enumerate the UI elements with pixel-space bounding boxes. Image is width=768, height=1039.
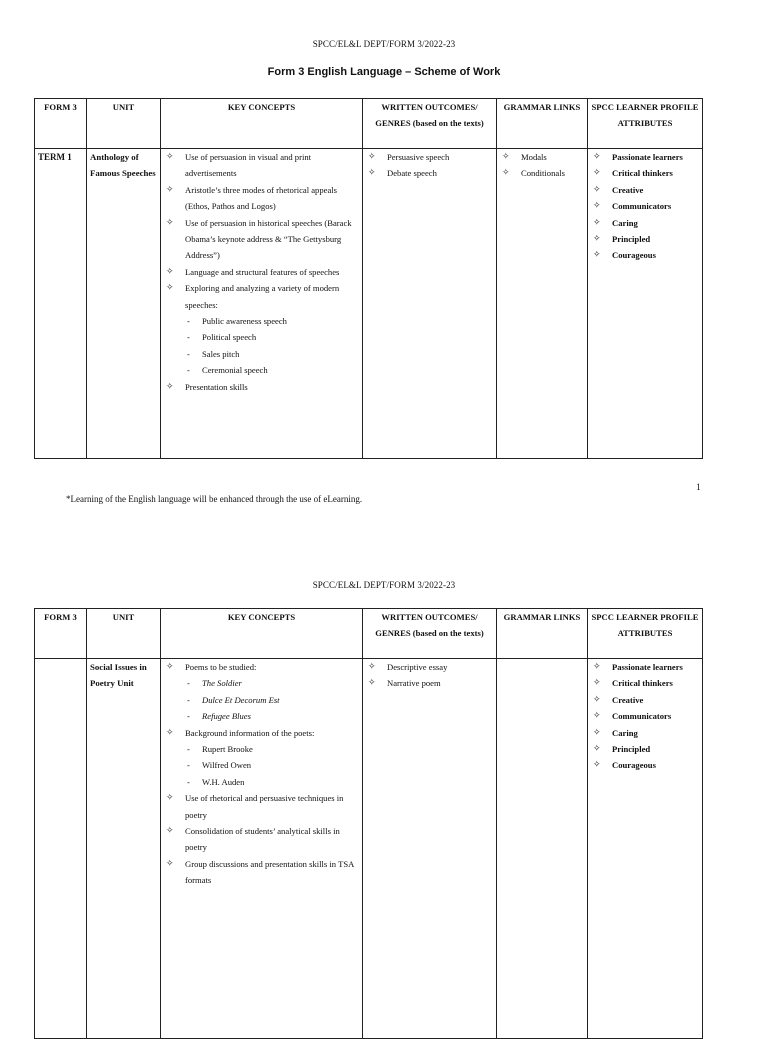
list-item: ✧ Descriptive essay xyxy=(366,659,493,675)
list-item: ✧ Courageous xyxy=(591,757,699,773)
page-header: SPCC/EL&L DEPT/FORM 3/2022-23 xyxy=(312,39,456,49)
col-header-written-outcomes: WRITTEN OUTCOMES/ GENRES (based on the texts) xyxy=(363,609,497,659)
written-outcomes-cell xyxy=(363,659,497,1039)
list-item: ✧ Narrative poem xyxy=(366,675,493,691)
list-item: ✧ Principled xyxy=(591,741,699,757)
learner-profile-cell xyxy=(588,659,703,1039)
list-item: ✧ Passionate learners xyxy=(591,659,699,675)
scheme-table-term1 xyxy=(34,98,703,459)
list-item xyxy=(164,725,359,791)
sub-list-item: - Public awareness speech xyxy=(185,313,359,329)
list-item: ✧ Principled xyxy=(591,231,699,247)
unit-cell: Social Issues in Poetry Unit xyxy=(87,659,161,1039)
list-item: ✧ Language and structural features of speeches xyxy=(164,264,359,280)
grammar-links-cell xyxy=(497,659,588,1039)
list-item: ✧ Consolidation of students’ analytical skills in poetry xyxy=(164,823,359,856)
col-header-learner-profile: SPCC LEARNER PROFILE ATTRIBUTES xyxy=(588,99,703,149)
term-cell: TERM 1 xyxy=(35,149,87,459)
sub-list-item: - W.H. Auden xyxy=(185,774,359,790)
page-title: Form 3 English Language – Scheme of Work xyxy=(267,66,501,78)
col-header-learner-profile: SPCC LEARNER PROFILE ATTRIBUTES xyxy=(588,609,703,659)
term-cell xyxy=(35,659,87,1039)
table-row xyxy=(35,149,703,459)
list-item: ✧ Critical thinkers xyxy=(591,675,699,691)
sub-list-item xyxy=(185,708,359,724)
list-item xyxy=(164,280,359,378)
table-row xyxy=(35,659,703,1039)
page-header: SPCC/EL&L DEPT/FORM 3/2022-23 xyxy=(312,580,456,590)
col-header-form: FORM 3 xyxy=(35,609,87,659)
list-item: ✧ Persuasive speech xyxy=(366,149,493,165)
list-item: ✧ Caring xyxy=(591,215,699,231)
poem-title: The Soldier xyxy=(202,678,242,689)
sub-list-item xyxy=(185,675,359,691)
learner-profile-cell xyxy=(588,149,703,459)
grammar-links-cell xyxy=(497,149,588,459)
table-header-row xyxy=(35,99,703,149)
footnote: *Learning of the English language will be enhanced through the use of eLearning. xyxy=(66,494,363,504)
page-number: 1 xyxy=(696,483,701,493)
list-item-text: Poems to be studied: xyxy=(185,662,257,672)
col-header-key-concepts: KEY CONCEPTS xyxy=(161,609,363,659)
list-item: ✧ Communicators xyxy=(591,198,699,214)
list-item: ✧ Communicators xyxy=(591,708,699,724)
sub-list-item: - Political speech xyxy=(185,329,359,345)
list-item: ✧ Conditionals xyxy=(500,165,584,181)
list-item-text: Exploring and analyzing a variety of modern speeches: xyxy=(185,283,340,310)
col-header-grammar-links: GRAMMAR LINKS xyxy=(497,609,588,659)
poem-title: Refugee Blues xyxy=(202,711,251,722)
list-item: ✧ Courageous xyxy=(591,247,699,263)
list-item: ✧ Aristotle’s three modes of rhetorical appeals (Ethos, Pathos and Logos) xyxy=(164,182,359,215)
key-concepts-cell xyxy=(161,149,363,459)
list-item: ✧ Presentation skills xyxy=(164,379,359,395)
written-outcomes-cell xyxy=(363,149,497,459)
list-item: ✧ Use of persuasion in historical speeches (Barack Obama’s keynote address & “The Gettysburg Address”) xyxy=(164,215,359,264)
list-item xyxy=(164,659,359,725)
col-header-written-outcomes: WRITTEN OUTCOMES/ GENRES (based on the texts) xyxy=(363,99,497,149)
sub-list-item: - Wilfred Owen xyxy=(185,757,359,773)
list-item: ✧ Debate speech xyxy=(366,165,493,181)
list-item: ✧ Group discussions and presentation skills in TSA formats xyxy=(164,856,359,889)
list-item: ✧ Modals xyxy=(500,149,584,165)
list-item-text: Background information of the poets: xyxy=(185,727,315,738)
col-header-form: FORM 3 xyxy=(35,99,87,149)
col-header-key-concepts: KEY CONCEPTS xyxy=(161,99,363,149)
sub-list-item xyxy=(185,692,359,708)
table-header-row xyxy=(35,609,703,659)
col-header-grammar-links: GRAMMAR LINKS xyxy=(497,99,588,149)
list-item: ✧ Creative xyxy=(591,182,699,198)
unit-cell: Anthology of Famous Speeches xyxy=(87,149,161,459)
scheme-table-poetry xyxy=(34,608,703,1039)
list-item: ✧ Passionate learners xyxy=(591,149,699,165)
list-item: ✧ Caring xyxy=(591,725,699,741)
sub-list-item: - Sales pitch xyxy=(185,346,359,362)
list-item: ✧ Use of rhetorical and persuasive techniques in poetry xyxy=(164,790,359,823)
col-header-unit: UNIT xyxy=(87,99,161,149)
list-item: ✧ Critical thinkers xyxy=(591,165,699,181)
sub-list-item: - Ceremonial speech xyxy=(185,362,359,378)
poem-title: Dulce Et Decorum Est xyxy=(202,694,280,705)
col-header-unit: UNIT xyxy=(87,609,161,659)
list-item: ✧ Creative xyxy=(591,692,699,708)
key-concepts-cell xyxy=(161,659,363,1039)
list-item: ✧ Use of persuasion in visual and print advertisements xyxy=(164,149,359,182)
sub-list-item: - Rupert Brooke xyxy=(185,741,359,757)
